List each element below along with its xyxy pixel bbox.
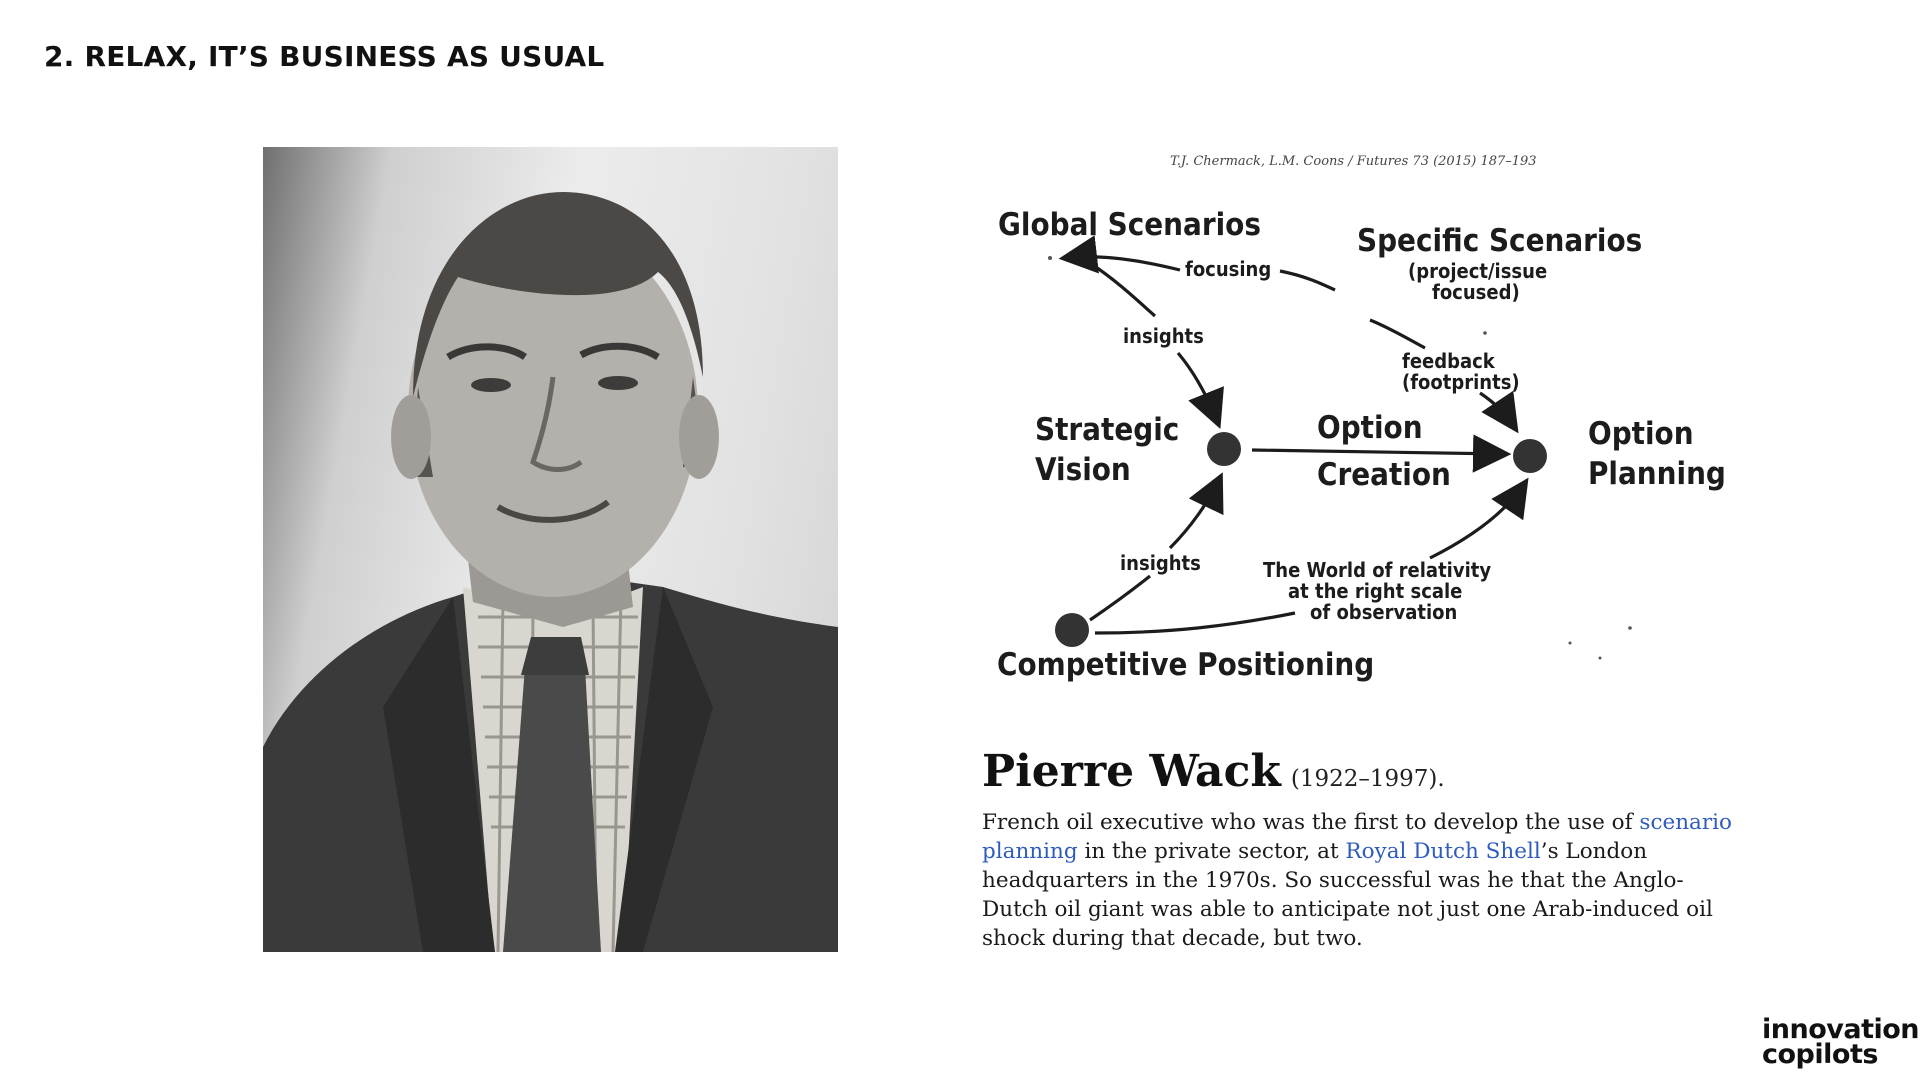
bio-heading: [982, 746, 1742, 797]
bio-text: [982, 808, 1742, 953]
label-world-1: The World of relativity: [1263, 558, 1492, 582]
label-focusing: focusing: [1185, 257, 1272, 281]
bio-text-1: French oil executive who was the first to develop the use of: [982, 810, 1640, 835]
slide-title: 2. RELAX, IT’S BUSINESS AS USUAL: [44, 40, 605, 73]
connector-focusing-left: [1065, 257, 1180, 270]
connector-competitive-insights: [1090, 576, 1150, 620]
scenario-diagram: [990, 148, 1730, 698]
label-option-planning-2: Planning: [1588, 456, 1726, 492]
label-feedback-1: feedback: [1402, 349, 1495, 373]
bio-name: Pierre Wack: [982, 746, 1281, 797]
label-specific-sub-2: focused): [1432, 280, 1520, 304]
connector-feedback-to-planning: [1480, 393, 1515, 428]
label-global-scenarios: Global Scenarios: [998, 207, 1261, 243]
node-option-planning: [1513, 439, 1547, 473]
connector-insights-to-vision-bottom: [1170, 478, 1220, 548]
label-option-planning-1: Option: [1588, 416, 1694, 452]
label-feedback-2: (footprints): [1402, 370, 1520, 394]
connector-insights-to-vision: [1178, 353, 1218, 423]
label-strategic-1: Strategic: [1035, 412, 1180, 448]
connector-competitive-world: [1095, 613, 1295, 633]
label-competitive-positioning: Competitive Positioning: [997, 647, 1375, 683]
connector-global-to-vision: [1090, 263, 1155, 316]
portrait-photo: [263, 147, 838, 952]
label-insights-top: insights: [1123, 324, 1204, 348]
label-world-2: at the right scale: [1288, 579, 1463, 603]
bio-text-2: in the private sector, at: [1077, 839, 1346, 864]
connector-focusing-right: [1280, 271, 1335, 290]
bio-block: [982, 746, 1742, 953]
label-specific-scenarios: Specific Scenarios: [1357, 223, 1643, 259]
connector-option-creation: [1252, 450, 1505, 454]
connector-world-to-planning: [1430, 483, 1525, 558]
bio-dates: (1922–1997).: [1290, 766, 1445, 792]
diagram-citation: T.J. Chermack, L.M. Coons / Futures 73 (2015) 187–193: [1170, 154, 1537, 169]
logo-line-2: copilots: [1762, 1039, 1878, 1070]
bio-text-3: ’s London headquarters in the 1970s. So successful was he that the Anglo-Dutch oil giant was able to anticipate not just one Arab-induced oil shock during that decade, but two.: [982, 839, 1713, 951]
label-specific-sub-1: (project/issue: [1408, 259, 1548, 283]
innovation-copilots-logo: [1762, 1014, 1919, 1070]
label-strategic-2: Vision: [1035, 452, 1131, 488]
connector-specific-to-feedback: [1370, 320, 1425, 348]
label-creation: Creation: [1317, 457, 1451, 493]
link-scenario-planning[interactable]: scenario planning: [982, 810, 1732, 864]
label-option: Option: [1317, 410, 1423, 446]
label-insights-bottom: insights: [1120, 551, 1201, 575]
label-world-3: of observation: [1310, 600, 1458, 624]
logo-line-1: innovation: [1762, 1014, 1919, 1045]
node-competitive: [1055, 613, 1089, 647]
link-royal-dutch-shell[interactable]: Royal Dutch Shell: [1345, 839, 1541, 864]
node-strategic-vision: [1207, 432, 1241, 466]
